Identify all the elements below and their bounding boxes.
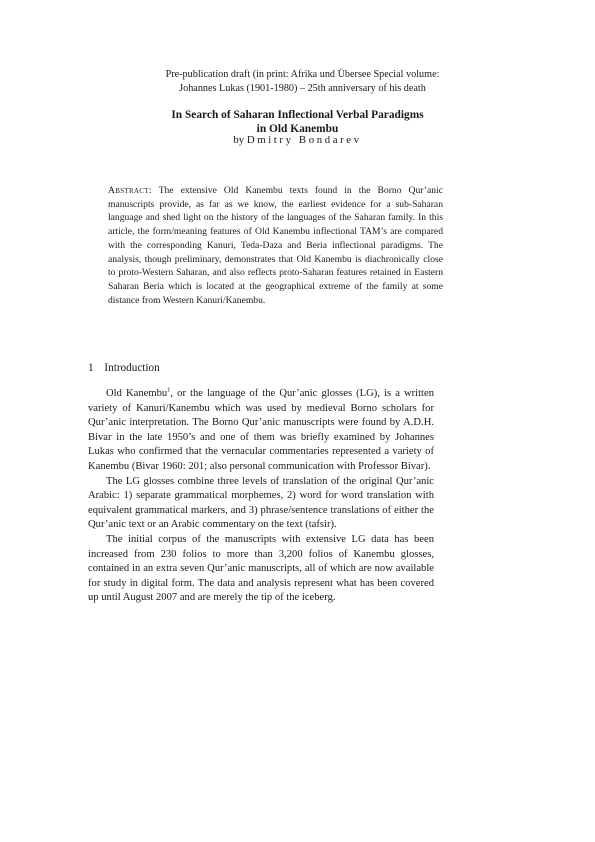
paragraph-1-start: Old Kanembu	[106, 388, 168, 399]
abstract-text: The extensive Old Kanembu texts found in the Borno Qur’anic manuscripts provide, as far as we know, the earliest evidence for a sub-Saharan language and shed light on the history of the languages of the Saharan family. In this article, the form/meaning features of Old Kanembu inflectional TAM’s are compared with the corresponding Kanuri, Teda-Daza and Beria inflectional paradigms. The analysis, though preliminary, demonstrates that Old Kanembu is diachronically close to proto-Western Saharan, and also reflects proto-Saharan features retained in Eastern Saharan Beria which is located at the geographical extreme of the family at some distance from Western Kanuri/Kanembu.	[108, 185, 443, 306]
footnote-marker[interactable]: 1	[167, 386, 171, 394]
paper-title-line-2: in Old Kanembu	[256, 123, 339, 135]
section-number: 1	[88, 362, 94, 374]
paragraph-1-rest: , or the language of the Qur’anic glosses (LG), is a written variety of Kanuri/Kanembu which was used by medieval Borno scholars for Qur’anic interpretation. The Borno Qur’anic manuscripts were found by A.D.H. Bivar in the late 1950’s and one of them was briefly examined by Johannes Lukas who confirmed that the vernacular commentaries represented a variety of Kanembu (Bivar 1960: 201; also personal communication with Professor Bivar).	[88, 388, 434, 472]
paragraph-3: The initial corpus of the manuscripts with extensive LG data has been increased from 230 folios to more than 3,200 folios of Kanembu glosses, contained in an extra seven Qur’anic manuscripts, all of which are now available for study in digital form. The data and analysis represent what has been covered up until August 2007 and are merely the tip of the iceberg.	[88, 533, 434, 604]
publication-note-line-2: Johannes Lukas (1901-1980) – 25th anniversary of his death	[179, 83, 426, 94]
author-line	[100, 134, 495, 147]
paper-title-line-1: In Search of Saharan Inflectional Verbal Paradigms	[171, 109, 424, 121]
body-text	[88, 387, 434, 606]
abstract-heading: Abstract:	[108, 185, 152, 196]
section-heading	[88, 362, 160, 374]
paragraph-1	[88, 387, 434, 475]
publication-note	[135, 68, 470, 96]
paper-title	[100, 108, 495, 136]
section-title: Introduction	[104, 362, 160, 374]
author-name: Dmitry Bondarev	[246, 134, 362, 146]
author-prefix: by	[233, 134, 245, 146]
abstract	[108, 184, 443, 307]
paragraph-2: The LG glosses combine three levels of translation of the original Qur’anic Arabic: 1) separate grammatical morphemes, 2) word for word translation with equivalent grammatical markers, and 3) phrase/sentence translations of either the Qur’anic text or an Arabic commentary on the text (tafsir).	[88, 475, 434, 531]
publication-note-line-1: Pre-publication draft (in print: Afrika und Übersee Special volume:	[165, 69, 440, 80]
